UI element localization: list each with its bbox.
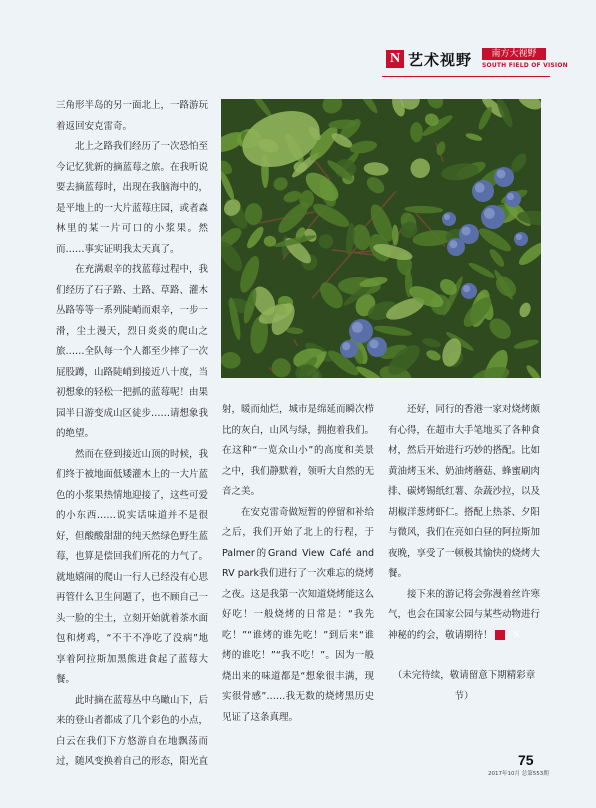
blueberry-highlight (484, 208, 495, 219)
blueberry-highlight (507, 193, 514, 200)
brand-logo-icon: N (386, 50, 404, 68)
paragraph: 在充满艰辛的找蓝莓过程中，我们经历了石子路、土路、草路、灌木丛路等等一系列陡峭而艰辛，一步一滑，尘土漫天，烈日炎炎的爬山之旅……全队每一个人都至少摔了一次屁股蹲，山路陡峭到接近八十度，当初想象的轻松一把抓的蓝莓呢！由果园半日游变成山区徒步……请想象我的绝望。 (56, 264, 209, 439)
end-mark-icon: N (495, 630, 505, 640)
text-column-1 (56, 96, 208, 773)
paragraph: 此时摘在蓝莓丛中乌瞰山下，后来的登山者都成了几个彩色的小点，白云在我们下方悠游自在地飘荡而过，随风变换着自己的形态，阳光直 (56, 694, 209, 767)
blueberry-photo (221, 99, 541, 378)
brand-tag: 南方大视野 (482, 48, 546, 60)
blueberry-highlight (352, 322, 363, 333)
paragraph-text: 接下来的游记将会弥漫着丝许寒气，也会在国家公园与某些动物进行神秘的约会，敬请期待！ (388, 588, 541, 641)
text-column-3 (388, 400, 540, 707)
page-number: 75 (518, 752, 534, 768)
blueberry-highlight (463, 285, 470, 292)
paragraph: 三角形半岛的另一面北上，一路游玩着返回安克雷奇。 (56, 100, 209, 132)
paragraph (388, 585, 540, 647)
blueberry-highlight (444, 214, 450, 220)
paragraph: 还好，同行的香港一家对烧烤颇有心得，在超市大手笔地买了各种食材，然后开始进行巧妙的搭配。比如黄油烤玉米、奶油烤蘑菇、蜂蜜刷肉排、碳烤锡纸红薯、杂蔬沙拉，以及胡椒洋葱烤虾仁。搭配上热茶、夕阳与微风，我们在亮如白昼的阿拉斯加夜晚，享受了一顿极其愉快的烧烤大餐。 (388, 404, 541, 579)
blueberry-highlight (342, 342, 350, 350)
paragraph: 然而在登到接近山顶的时候，我们终于被地面低矮灌木上的一大片蓝色的小浆果热情地迎接了，这些可爱的小东西……说实话味道并不是很好，但酸酸甜甜的纯天然绿色野生蓝莓，也算是偿回我们所花的力气了。就地嬉闹的爬山一行人已经没有心思再管什么卫生问题了，也不顾自己一头一脸的尘土，立刻开始就着茶水面包和烤鸡，“不干不净吃了没病”地享着阿拉斯加黑熊进食起了蓝莓大餐。 (56, 448, 209, 685)
blueberry-highlight (497, 170, 506, 179)
paragraph: 射，暖而灿烂，城市是绵延而瞬次栉比的灰白，山风与绿，拥抱着我们。在这种“一览众山小”的高度和美景之中，我们静默着，领听大自然的无音之美。 (222, 404, 375, 497)
blueberry-highlight (475, 183, 485, 193)
blueberry-highlight (462, 227, 471, 236)
paragraph: 在安克雷奇做短暂的停留和补给之后，我们开始了北上的行程，于Palmer的Grand View Café and RV park我们进行了一次难忘的烧烤之夜。这是我第一次知道烧烤能这么好吃！一般烧烤的日常是：“我先吃！”“谁烤的谁先吃！”到后来“谁烤的谁吃！”“我不吃！”。因为一般烧出来的味道都是“想象很丰满，现实很骨感”……我无数的烧烤黑历史见证了这条真理。 (222, 506, 375, 723)
section-title: 艺术视野 (408, 51, 473, 69)
issue-info: 2017年10月 总第553期 (488, 771, 549, 777)
blueberry-highlight (370, 340, 379, 349)
blueberry-photo-image (221, 99, 541, 378)
text-column-2 (222, 400, 374, 728)
paragraph: 北上之路我们经历了一次恐怕至今记忆犹新的摘蓝莓之旅。在我听说要去摘蓝莓时，出现在我脑海中的，是平地上的一大片蓝莓庄园，或者森林里的某一片可口的小浆果。然而……事实证明我太天真了。 (56, 141, 209, 255)
masthead (382, 46, 568, 76)
blueberry-highlight (449, 240, 457, 248)
to-be-continued-note: （未完待续，敬请留意下期精彩章节） (392, 670, 536, 702)
header-rule (382, 76, 550, 77)
blueberry-highlight (516, 234, 522, 240)
brand-tag-english: SOUTH FIELD OF VISION (482, 62, 568, 69)
spacer (388, 646, 540, 666)
